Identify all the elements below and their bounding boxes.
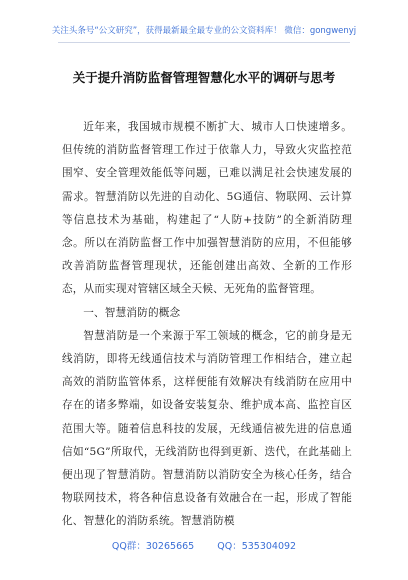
header-divider (58, 42, 350, 43)
document-title: 关于提升消防监督管理智慧化水平的调研与思考 (72, 70, 336, 85)
footer-qq-group: QQ群：30265665 (111, 541, 195, 552)
footer-qq: QQ：535304092 (217, 541, 297, 552)
header-note: 关注头条号“公文研究”，获得最新最全最专业的公文资料库！ 微信：gongwenyj (51, 26, 357, 36)
document-body (62, 116, 352, 534)
body-paragraph: 近年来，我国城市规模不断扩大、城市人口快速增多。但传统的消防监督管理工作过于依靠人力，导致火灾监控范围窄、安全管理效能低等问题，已难以满足社会快速发展的需求。智慧消防以先进的自动化、5G通信、物联网、云计算等信息技术为基础，构建起了“人防+技防”的全新消防理念。所以在消防监督工作中加强智慧消防的应用，不但能够改善消防监督管理现状，还能创建出高效、全新的工作形态，从而实现对管辖区域全天候、无死角的监督管理。 (62, 121, 352, 296)
body-paragraph: 智慧消防是一个来源于军工领域的概念，它的前身是无线消防，即将无线通信技术与消防管理工作相结合，建立起高效的消防监管体系，这样便能有效解决有线消防在应用中存在的诸多弊端，如设备安装复杂、维护成本高、监控盲区范围大等。随着信息科技的发展，无线通信被先进的信息通信如“5G”所取代，无线消防也得到更新、迭代，在此基础上便出现了智慧消防。智慧消防以消防安全为核心任务，结合物联网技术，将各种信息设备有效融合在一起，形成了智能化、智慧化的消防系统。智慧消防模 (62, 329, 352, 528)
footer (0, 538, 408, 552)
section-heading: 一、智慧消防的概念 (83, 306, 181, 319)
